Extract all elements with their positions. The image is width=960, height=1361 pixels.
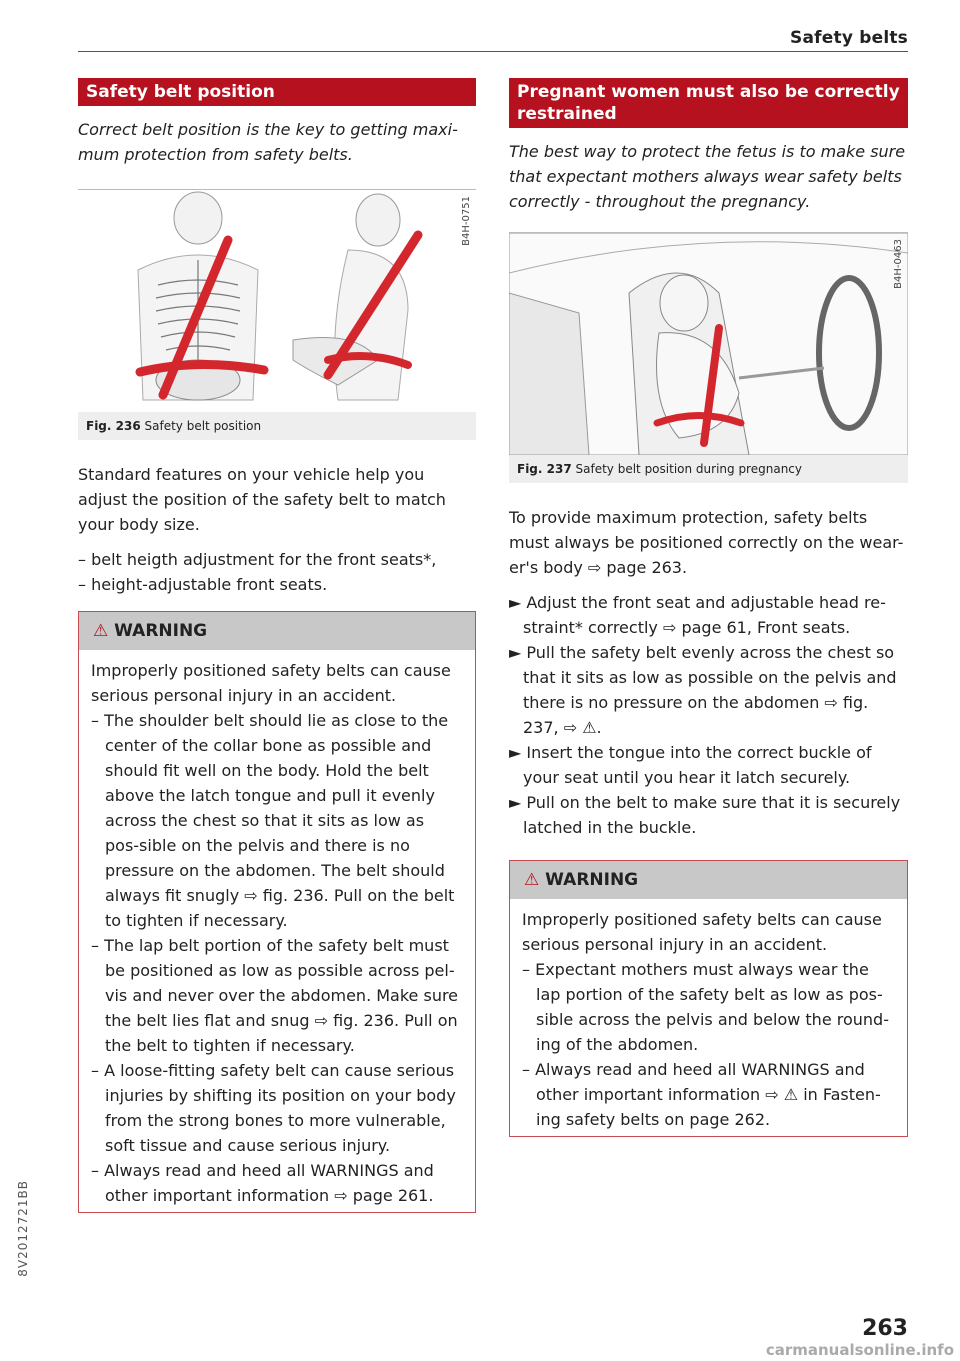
figure-236 — [78, 189, 476, 440]
intro-text: The best way to protect the fetus is to make sure that expectant mothers always wear safety belts correctly - throughout the pregnancy. — [509, 142, 906, 211]
list-item: – Always read and heed all WARNINGS and other important information ⇨ ⚠ in Fasten-ing safety belts on page 262. — [522, 1060, 881, 1129]
figure-caption — [509, 455, 908, 483]
list-item: ► Insert the tongue into the correct buckle of your seat until you hear it latch securely. — [509, 743, 872, 787]
figure-number: Fig. 236 — [86, 419, 141, 433]
pregnancy-belt-illustration — [509, 233, 908, 455]
right-column — [509, 78, 908, 1137]
document-code: 8V2012721BB — [16, 1180, 30, 1277]
list-item: – The lap belt portion of the safety belt must be positioned as low as possible across pel-vis and never over the abdomen. Make sure the belt lies flat and snug ⇨ fig. 236. Pull on the belt to tighten if necessary. — [91, 936, 459, 1055]
belt-position-illustration — [78, 190, 476, 412]
warning-box — [78, 611, 476, 1213]
warning-list — [522, 957, 895, 1132]
warning-text: Improperly positioned safety belts can cause serious personal injury in an accident. — [522, 910, 882, 954]
figure-caption-text: Safety belt position — [144, 419, 262, 433]
section-title-belt-position: Safety belt position — [78, 78, 476, 106]
warning-box — [509, 860, 908, 1137]
warning-text: Improperly positioned safety belts can cause serious personal injury in an accident. — [91, 661, 451, 705]
figure-code: B4H-0751 — [461, 196, 472, 246]
warning-title: WARNING — [545, 870, 639, 890]
list-item: ► Pull on the belt to make sure that it is securely latched in the buckle. — [509, 793, 901, 837]
warning-header — [79, 612, 475, 650]
list-item: – The shoulder belt should lie as close to the center of the collar bone as possible and should fit well on the body. Hold the belt above the latch tongue and pull it evenly across the chest so that it sits as low as pos-sible on the pelvis and there is no pressure on the abdomen. The belt should always fit snugly ⇨ fig. 236. Pull on the belt to tighten if necessary. — [91, 711, 455, 930]
list-item: – Expectant mothers must always wear the lap portion of the safety belt as low as pos-sible across the pelvis and below the round-ing of the abdomen. — [522, 960, 889, 1054]
body-text: To provide maximum protection, safety belts must always be positioned correctly on the wear-er's body ⇨ page 263. — [509, 508, 904, 577]
figure-caption-text: Safety belt position during pregnancy — [575, 462, 802, 476]
warning-triangle-icon: ⚠ — [93, 621, 109, 641]
warning-triangle-icon: ⚠ — [524, 870, 540, 890]
procedure-steps — [509, 590, 908, 840]
section-title-pregnant: Pregnant women must also be correctly restrained — [509, 78, 908, 128]
intro-text: Correct belt position is the key to getting maxi-mum protection from safety belts. — [78, 120, 458, 164]
figure-caption — [78, 412, 476, 440]
warning-title: WARNING — [114, 621, 208, 641]
list-item: – Always read and heed all WARNINGS and other important information ⇨ page 261. — [91, 1161, 434, 1205]
pregnant-driver-icon — [509, 233, 908, 455]
header-rule — [78, 51, 908, 52]
warning-header — [510, 861, 907, 899]
figure-code: B4H-0463 — [893, 239, 904, 289]
body-text: Standard features on your vehicle help you adjust the position of the safety belt to match your body size. — [78, 465, 446, 534]
left-column — [78, 78, 476, 1213]
adjust-features-list — [78, 547, 476, 597]
running-header: Safety belts — [790, 28, 908, 48]
list-item: – height-adjustable front seats. — [78, 575, 328, 594]
skeleton-belt-icon — [78, 190, 476, 412]
list-item: – A loose-fitting safety belt can cause serious injuries by shifting its position on your body from the strong bones to more vulnerable, soft tissue and cause serious injury. — [91, 1061, 456, 1155]
page-number: 263 — [862, 1316, 908, 1341]
list-item: ► Adjust the front seat and adjustable head re-straint* correctly ⇨ page 61, Front seats. — [509, 593, 886, 637]
warning-body — [510, 899, 907, 1136]
figure-237 — [509, 232, 908, 483]
figure-number: Fig. 237 — [517, 462, 572, 476]
warning-list — [91, 708, 463, 1208]
footer-watermark: carmanualsonline.info — [765, 1341, 954, 1359]
list-item: ► Pull the safety belt evenly across the chest so that it sits as low as possible on the pelvis and there is no pressure on the abdomen ⇨ fig. 237, ⇨ ⚠. — [509, 643, 897, 737]
warning-body — [79, 650, 475, 1212]
list-item: – belt heigth adjustment for the front seats*, — [78, 550, 437, 569]
